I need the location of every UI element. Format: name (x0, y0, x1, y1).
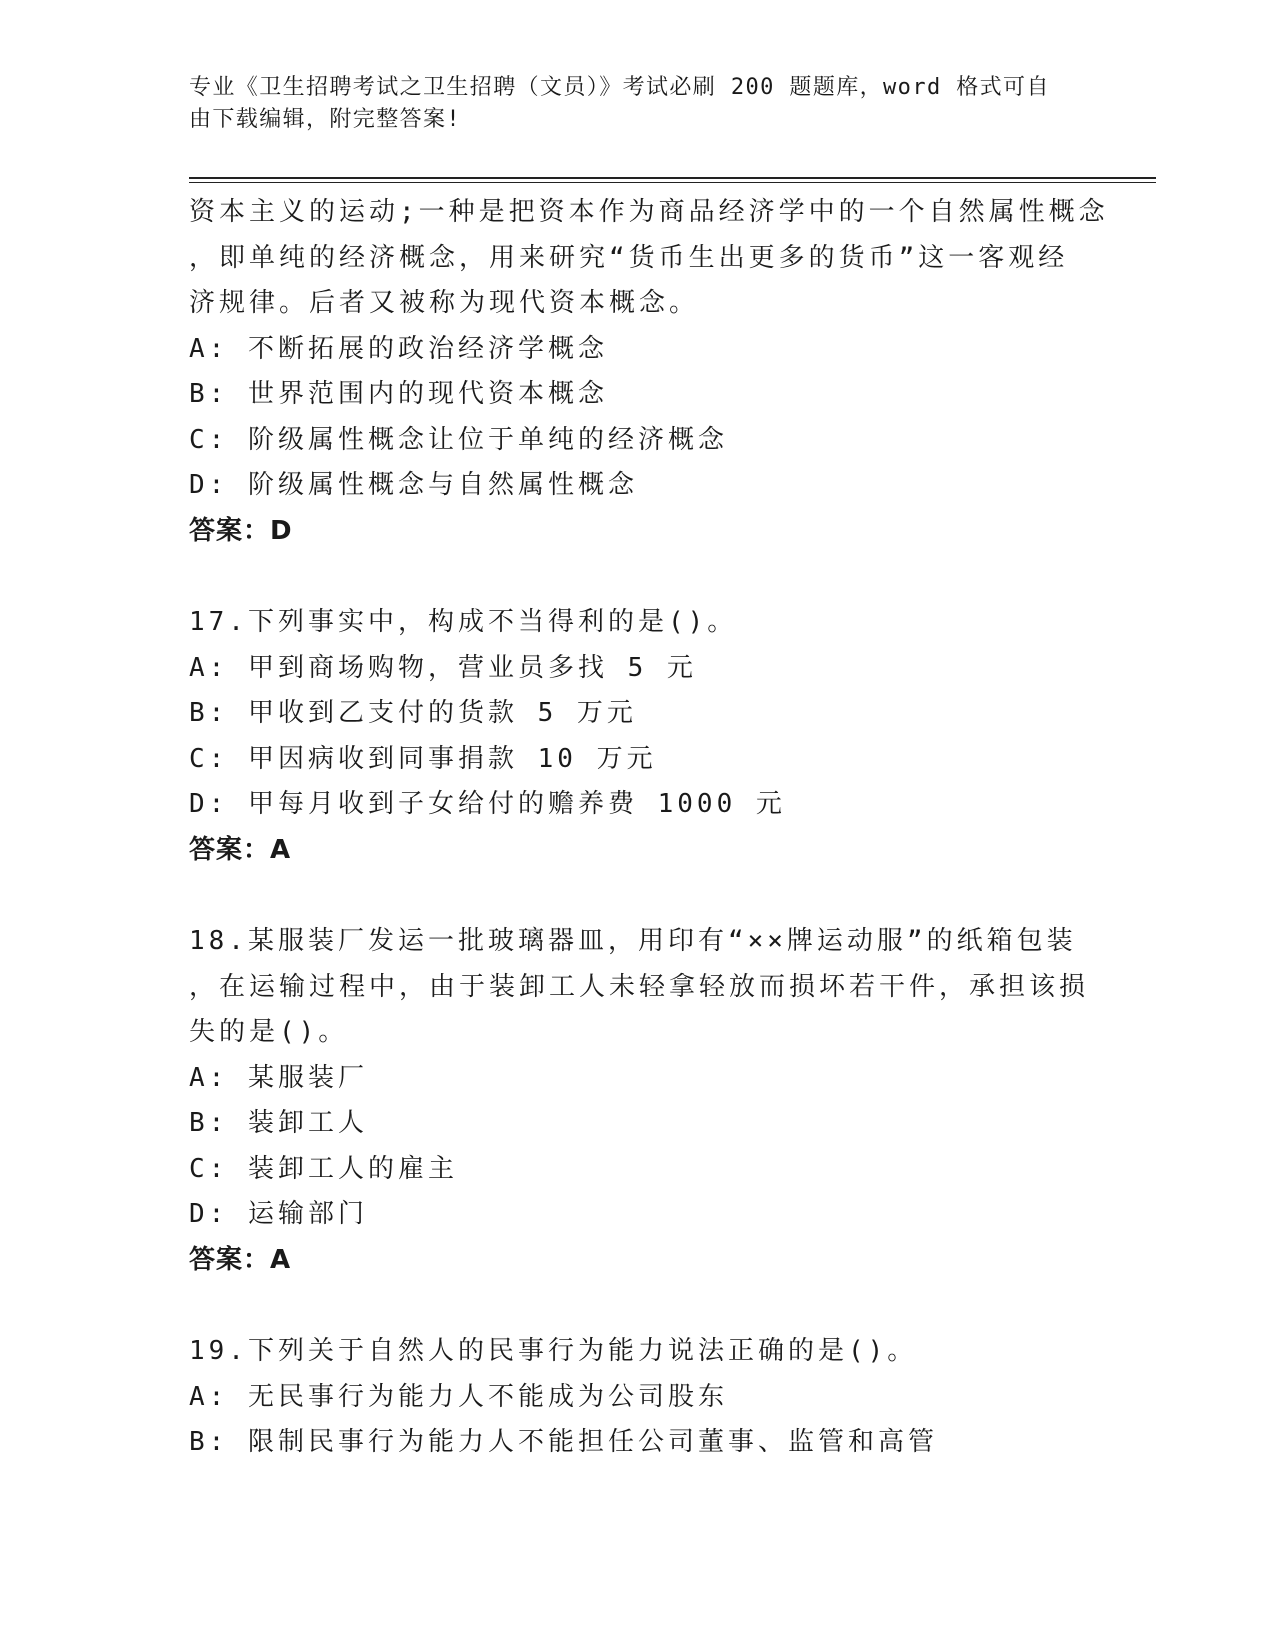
option-b: B: 限制民事行为能力人不能担任公司董事、监管和高管 (189, 1427, 938, 1457)
answer-label: 答案：D (189, 515, 293, 546)
question-16 (189, 190, 1109, 554)
option-d: D: 运输部门 (189, 1199, 368, 1229)
question-stem-line: 17.下列事实中，构成不当得利的是()。 (189, 607, 738, 637)
question-18 (189, 919, 1089, 1283)
option-a: A: 甲到商场购物，营业员多找 5 元 (189, 652, 697, 683)
option-b: B: 装卸工人 (189, 1108, 368, 1138)
option-b: B: 甲收到乙支付的货款 5 万元 (189, 698, 637, 728)
question-stem-line: 18.某服装厂发运一批玻璃器皿，用印有“××牌运动服”的纸箱包装 (189, 926, 1077, 956)
question-stem-line: 济规律。后者又被称为现代资本概念。 (189, 288, 700, 318)
question-stem-line: 资本主义的运动;一种是把资本作为商品经济学中的一个自然属性概念 (189, 197, 1109, 227)
answer-label: 答案：A (189, 1244, 292, 1275)
question-17 (189, 600, 1089, 873)
option-a: A: 某服装厂 (189, 1062, 368, 1093)
question-spacer (189, 554, 1089, 600)
question-stem-line: 19.下列关于自然人的民事行为能力说法正确的是()。 (189, 1336, 918, 1366)
header-line-1: 专业《卫生招聘考试之卫生招聘（文员）》考试必刷 200 题题库，word 格式可自 (189, 75, 1050, 100)
header-line-2: 由下载编辑，附完整答案! (189, 107, 462, 132)
option-d: D: 甲每月收到子女给付的赡养费 1000 元 (189, 789, 786, 819)
document-header (189, 72, 1089, 136)
question-19 (189, 1329, 1089, 1466)
header-divider-thick (189, 177, 1156, 179)
option-a: A: 无民事行为能力人不能成为公司股东 (189, 1381, 728, 1412)
option-a: A: 不断拓展的政治经济学概念 (189, 333, 608, 364)
option-d: D: 阶级属性概念与自然属性概念 (189, 470, 638, 500)
option-c: C: 甲因病收到同事捐款 10 万元 (189, 743, 657, 774)
question-spacer (189, 873, 1089, 919)
question-stem-line: ，即单纯的经济概念，用来研究“货币生出更多的货币”这一客观经 (189, 242, 1069, 273)
question-stem-line: 失的是()。 (189, 1017, 349, 1047)
option-c: C: 阶级属性概念让位于单纯的经济概念 (189, 424, 728, 455)
option-c: C: 装卸工人的雇主 (189, 1153, 458, 1184)
header-divider-thin (189, 182, 1156, 183)
question-list (189, 190, 1109, 1466)
question-spacer (189, 1283, 1089, 1329)
option-b: B: 世界范围内的现代资本概念 (189, 379, 608, 409)
question-stem-line: ，在运输过程中，由于装卸工人未轻拿轻放而损坏若干件，承担该损 (189, 971, 1090, 1002)
answer-label: 答案：A (189, 834, 292, 865)
